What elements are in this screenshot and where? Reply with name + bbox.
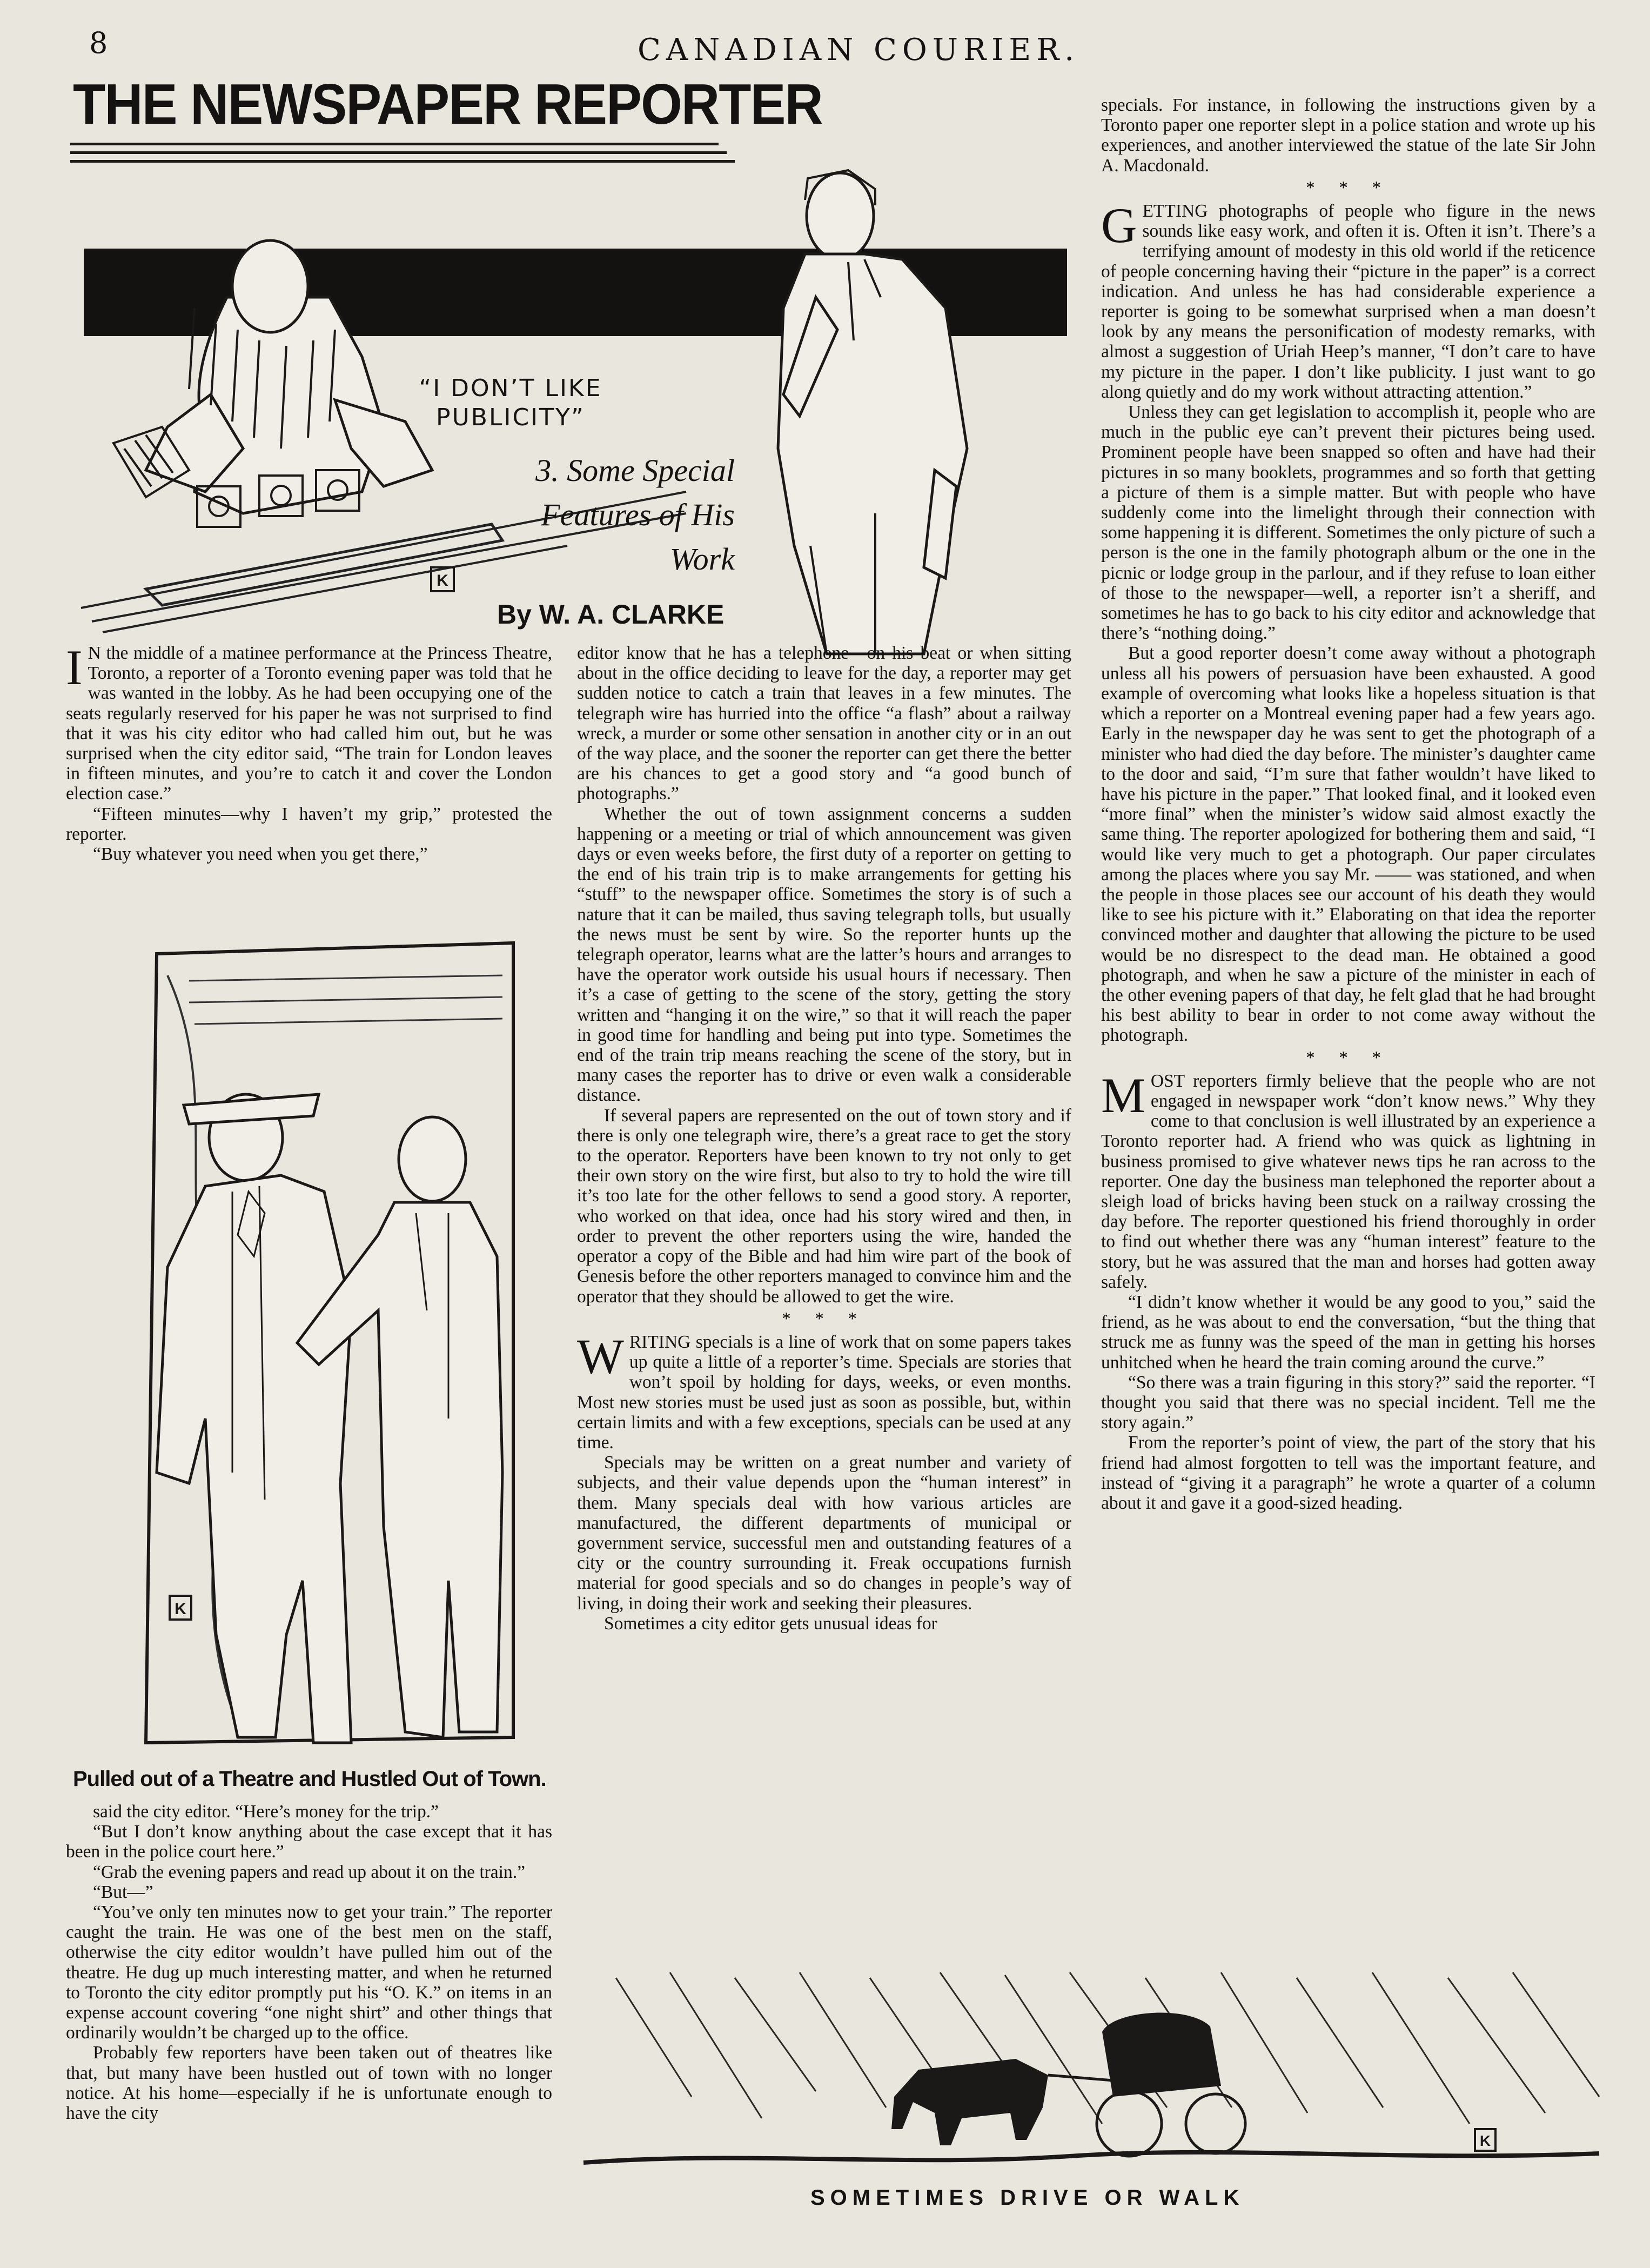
paragraph [66, 643, 552, 804]
bottom-monogram: K [1479, 2132, 1491, 2149]
paragraph: editor know that he has a telephone—on his beat or when sitting about in the office deciding to leave for the day, a reporter may get sudden notice to catch a train that leaves in a few minutes. The telegraph wire has hurried into the office “a flash” about a railway wreck, a murder or some other sensation in another city or in an out of the way place, and the sooner the reporter can get there the better are his chances to get a good story and “a good bunch of photographs.” [577, 643, 1071, 804]
column-2 [577, 643, 1071, 1956]
artist-monogram: K [437, 572, 448, 590]
column-1-top [66, 643, 552, 897]
running-head: CANADIAN COURIER. [638, 32, 1080, 68]
drop-cap: I [66, 643, 83, 695]
section-break: * * * [1306, 1047, 1391, 1068]
paragraph: “Fifteen minutes—why I haven’t my grip,” protested the reporter. [66, 804, 552, 844]
subtitle-line-1: 3. Some Special [535, 453, 735, 488]
figure-caption: Pulled out of a Theatre and Hustled Out of Town. [73, 1767, 546, 1791]
illustration-quote [413, 374, 608, 432]
column-3 [1101, 95, 1595, 1965]
paragraph: “You’ve only ten minutes now to get your train.” The reporter caught the train. He was one of the best men on the staff, otherwise the city editor wouldn’t have pulled him out of the theatre. He dug up much interesting matter, and when he returned to Toronto the city editor promptly put his “O. K.” on items in an expense account covering “one night shirt” and other things that ordinarily wouldn’t be charged up to the office. [66, 1902, 552, 2043]
column-1-bottom [66, 1802, 552, 2250]
paragraph [1101, 1067, 1595, 1292]
paragraph [577, 1328, 1071, 1453]
paragraph: Whether the out of town assignment concerns a sudden happening or a meeting or trial of which announcement was given days or even weeks before, the first duty of a reporter on getting to the end of his train trip is to make arrangements for getting his “stuff” to the newspaper office. Sometimes the story is of such a nature that it can be mailed, thus saving telegraph tolls, but usually the news must be sent by wire. So the reporter hunts up the telegraph operator, learns what are the latter’s hours and arranges to have the operator work outside his usual hours if necessary. Then it’s a case of getting to the scene of the story, getting the story written and “hanging it on the wire,” so that it will reach the paper in good time for handling and being put into type. Sometimes the end of the train trip means reaching the scene of the story, but in many cases the reporter has to drive or even walk a considerable distance. [577, 804, 1071, 1106]
paragraph: “So there was a train figuring in this story?” said the reporter. “I thought you said that there was no special incident. Tell me the story again.” [1101, 1372, 1595, 1433]
paragraph: specials. For instance, in following the instructions given by a Toronto paper one reporter slept in a police station and wrote up his experiences, and another interviewed the statue of the late Sir John A. Macdonald. [1101, 95, 1595, 176]
paragraph: “Buy whatever you need when you get there,” [93, 844, 428, 865]
title-rule-top [70, 143, 719, 145]
paragraph: Probably few reporters have been taken out of theatres like that, but many have been hustled out of town with no longer notice. At his home—especially if he is unfortunate enough to have the city [66, 2043, 552, 2124]
section-break: * * * [1306, 177, 1391, 198]
paragraph-text: OST reporters firmly believe that the people who are not engaged in newspaper work “don’t know news.” Why they come to that conclusion is well illustrated by an experience a Toronto reporter had. A friend who was quick as lightning in business promised to give whatever news tips he ran across to the reporter. One day the business man telephoned the reporter about a sleigh load of bricks having been stuck on a railway crossing the day before. The reporter questioned his friend thoroughly in order to find out whether there was any “human interest” feature to the story, but he was assured that the man and horses had gotten away safely. [1101, 1071, 1595, 1292]
byline: By W. A. CLARKE [497, 599, 725, 630]
illustration-quote-line-1: “I DON’T LIKE [419, 374, 602, 402]
paragraph: said the city editor. “Here’s money for the trip.” [93, 1802, 439, 1822]
subtitle-line-3: Work [669, 541, 735, 577]
paragraph: “But—” [93, 1882, 153, 1902]
theatre-figure [124, 932, 535, 1754]
paragraph-text: N the middle of a matinee performance at the Princess Theatre, Toronto, a reporter of a Toronto evening paper was told that he was wanted in the lobby. As he had been occupying one of the seats regularly reserved for his paper he was not surprised to find that it was his city editor who had called him out, but he was surprised when the city editor said, “The train for London leaves in fifteen minutes, and you’re to catch it and cover the London election case.” [66, 643, 552, 804]
bottom-illustration [583, 1967, 1610, 2183]
paragraph [1101, 198, 1595, 402]
article-subtitle [432, 449, 735, 581]
page-number: 8 [89, 26, 108, 60]
drop-cap: G [1101, 198, 1137, 253]
figure-monogram: K [175, 1600, 186, 1618]
drop-cap: W [577, 1328, 624, 1384]
paragraph: “But I don’t know anything about the case except that it has been in the police court here.” [66, 1822, 552, 1862]
paragraph: If several papers are represented on the out of town story and if there is only one telegraph wire, there’s a great race to get the story to the operator. Reporters have been known to try not only to get their own story on the wire first, but also to try to hold the wire till it’s too late for the other fellows to send a good story. A reporter, who worked on that idea, once had his story wired and then, in order to prevent the other reporters using the wire, handed the operator a copy of the Bible and had him wire part of the book of Genesis before the other reporters managed to convince him and the operator that they should be allowed to get the wire. [577, 1105, 1071, 1307]
section-break: * * * [782, 1308, 867, 1329]
title-rule-bottom [70, 160, 735, 163]
article-title: THE NEWSPAPER REPORTER [73, 72, 822, 136]
paragraph: But a good reporter doesn’t come away without a photograph unless all his powers of persuasion have been exhausted. A good example of overcoming what looks like a hopeless situation is that which a reporter on a Montreal evening paper had a few years ago. Early in the newspaper day he was sent to get the photograph of a minister who had died the day before. The minister’s daughter came to the door and said, “I’m sure that father wouldn’t have liked to have his picture in the paper.” That looked final, and it looked even “more final” when the minister’s widow said almost exactly the same thing. The reporter apologized for bothering them and said, “I would like very much to get a photograph. Our paper circulates among the places where you say Mr. —— was stationed, and when the people in those places see our account of his death they would like to see his picture with it.” Elaborating on that idea the reporter convinced mother and daughter that allowing the picture to be used would be no disrespect to the dead man. He obtained a good photograph, and when he saw a picture of the minister in each of the other evening papers of that day, he felt glad that he had brought his best ability to bear in order to not come away without the photograph. [1101, 643, 1595, 1046]
drop-cap: M [1101, 1067, 1145, 1123]
paragraph: Unless they can get legislation to accomplish it, people who are much in the public eye can’t prevent their pictures being used. Prominent people have been snapped so often and have had their pictures in so many booklets, programmes and so forth that getting a picture of them is a simple matter. But with people who have suddenly come into the limelight through their connection with some happening it is different. Sometimes the only picture of such a person is the one in the family photograph album or the one in the picnic or lodge group in the parlour, and if they refuse to loan either of those to the newspaper—well, a reporter isn’t a sheriff, and sometimes he has to go back to his city editor and acknowledge that there’s “nothing doing.” [1101, 402, 1595, 644]
paragraph: “Grab the evening papers and read up about it on the train.” [93, 1862, 525, 1882]
paragraph-text: ETTING photographs of people who figure in the news sounds like easy work, and often it is. Often it isn’t. There’s a terrifying amount of modesty in this old world if the reticence of people concerning having their “picture in the paper” is a correct indication. And unless he has had considerable experience a reporter is going to be somewhat surprised when a man doesn’t look by any means the personification of modesty remarks, with almost a suggestion of Uriah Heep’s manner, “I don’t care to have my picture in the paper. I don’t like publicity. I just want to go along quietly and do my work without attracting attention.” [1101, 201, 1595, 402]
bottom-caption: SOMETIMES DRIVE OR WALK [810, 2186, 1245, 2210]
title-rule-middle [70, 151, 727, 154]
paragraph-text: RITING specials is a line of work that on some papers takes up quite a little of a reporter’s time. Specials are stories that won’t spoil by holding for days, weeks, or even months. Most new stories must be used just as soon as possible, but, within certain limits and with a few exceptions, specials can be used at any time. [577, 1332, 1071, 1453]
paragraph: From the reporter’s point of view, the part of the story that his friend had almost forgotten to tell was the important feature, and instead of “giving it a paragraph” he wrote a quarter of a column about it and gave it a good-sized heading. [1101, 1433, 1595, 1514]
paragraph: Specials may be written on a great number and variety of subjects, and their value depends upon the “human interest” in them. Many specials deal with how various articles are manufactured, the different departments of municipal or government service, successful men and outstanding features of a city or the country surrounding it. Freak occupations furnish material for good specials and so do changes in people’s way of living, in doing their work and seeking their pleasures. [577, 1453, 1071, 1614]
illustration-quote-line-2: PUBLICITY” [436, 404, 585, 431]
paragraph: Sometimes a city editor gets unusual ideas for [604, 1613, 937, 1634]
subtitle-line-2: Features of His [541, 497, 735, 532]
paragraph: “I didn’t know whether it would be any good to you,” said the friend, as he was about to end the conversation, “but the thing that struck me as funny was the speed of the man in getting his horses unhitched when he heard the train coming around the curve.” [1101, 1292, 1595, 1373]
